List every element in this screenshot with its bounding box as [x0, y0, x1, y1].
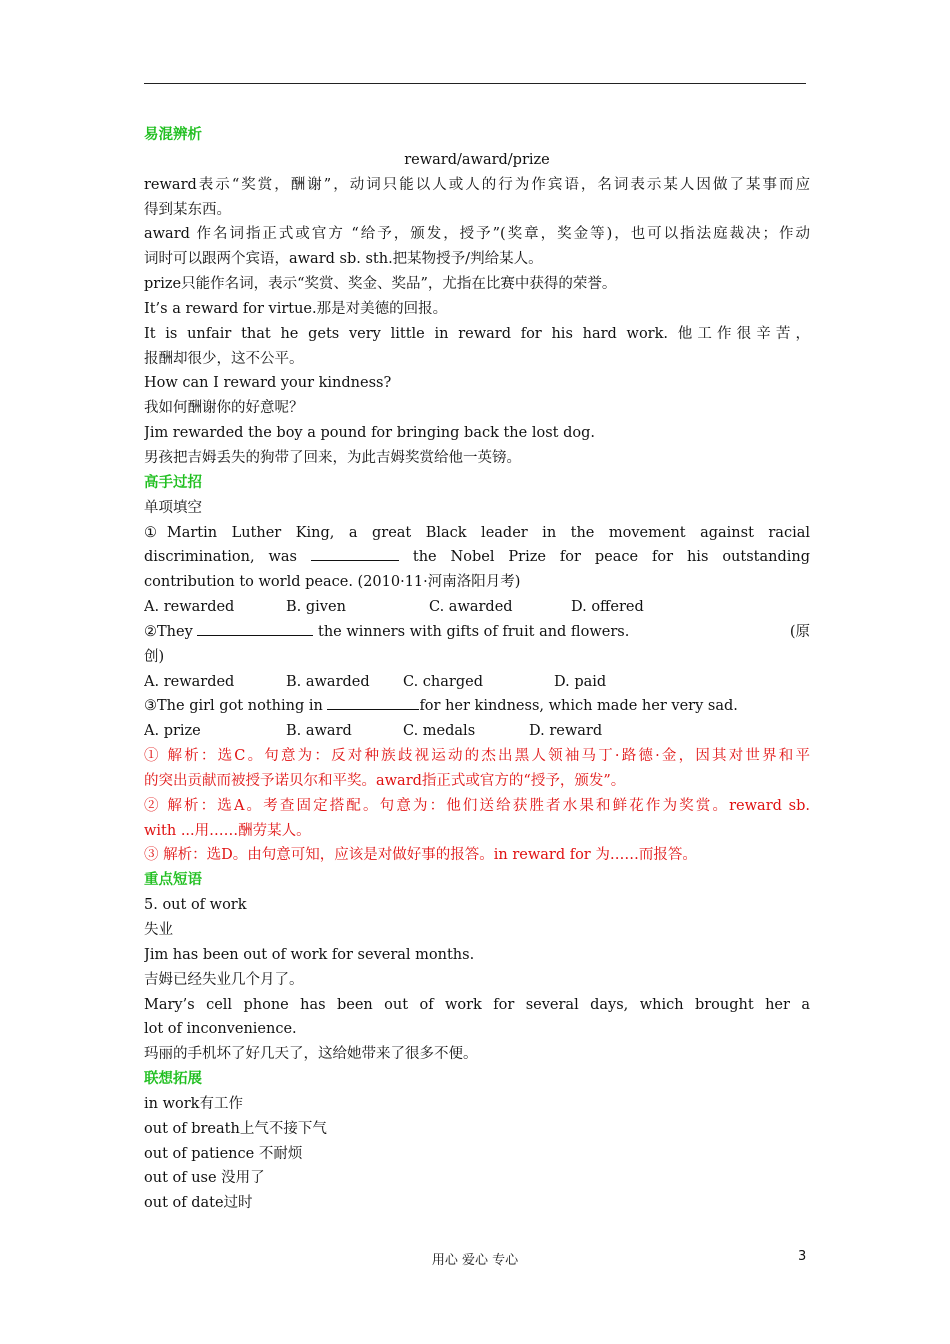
association-item: in work有工作 [144, 1095, 243, 1112]
question-3-text-a: ③The girl got nothing in [144, 698, 323, 715]
question-3-text-b: for her kindness, which made her very sad. [419, 698, 738, 715]
question-2-text-b: the winners with gifts of fruit and flowers. [318, 623, 630, 640]
example-sentence-3-cn: 我如何酬谢你的好意呢？ [144, 400, 304, 417]
example-sentence-2-line2: 报酬却很少，这不公平。 [144, 350, 304, 367]
association-item: out of breath上气不接下气 [144, 1120, 327, 1137]
example-sentence-4-cn: 男孩把吉姆丢失的狗带了回来，为此吉姆奖赏给他一英镑。 [144, 449, 521, 466]
association-item: out of date过时 [144, 1195, 253, 1212]
section-heading-master: 高手过招 [144, 474, 202, 491]
question-2-text-a: ②They [144, 623, 193, 640]
example-sentence-2-line1: It is unfair that he gets very little in reward for his hard work. 他工作很辛苦， [144, 325, 810, 342]
question-3-options [144, 719, 810, 744]
option-d: D. offered [571, 599, 644, 616]
section-heading-association: 联想拓展 [144, 1071, 202, 1088]
question-1-blank [311, 546, 399, 561]
option-b: B. given [286, 599, 346, 616]
section-heading-key-phrases: 重点短语 [144, 872, 202, 889]
question-2-line1 [144, 620, 810, 645]
option-c: C. charged [403, 673, 483, 690]
section-heading-confusion: 易混辨析 [144, 127, 202, 143]
example-sentence-1: It’s a reward for virtue.那是对美德的回报。 [144, 300, 448, 317]
question-1-line3: contribution to world peace. (2010·11·河南洛阳月考) [144, 574, 521, 591]
association-item: out of use 没用了 [144, 1170, 265, 1187]
association-item: out of patience 不耐烦 [144, 1145, 303, 1162]
answer-3: ③ 解析：选D。由句意可知，应该是对做好事的报答。in reward for 为……而报答。 [144, 847, 697, 864]
option-a: A. rewarded [144, 673, 235, 690]
document-body [144, 123, 810, 1216]
question-1-text-b: the Nobel Prize for peace for his outstanding [412, 549, 810, 566]
option-d: D. reward [529, 723, 603, 740]
option-c: C. awarded [429, 599, 513, 616]
answer-2-line1: ② 解析：选A。考查固定搭配。句意为：他们送给获胜者水果和鲜花作为奖赏。reward sb. [144, 797, 810, 814]
phrase-title: 5. out of work [144, 897, 247, 914]
question-2-line2: 创) [144, 648, 165, 665]
exercise-type-label: 单项填空 [144, 499, 202, 516]
answer-1-line1: ① 解析：选C。句意为：反对种族歧视运动的杰出黑人领袖马丁·路德·金，因其对世界和平 [144, 748, 810, 765]
example-sentence-3-en: How can I reward your kindness? [144, 375, 392, 392]
answer-1-line2: 的突出贡献而被授予诺贝尔和平奖。award指正式或官方的“授予，颁发”。 [144, 772, 626, 789]
question-1-text-a: discrimination, was [144, 549, 297, 566]
phrase-meaning: 失业 [144, 922, 173, 938]
page-footer: 用心 爱心 专心 [431, 1253, 519, 1268]
phrase-example-1-cn: 吉姆已经失业几个月了。 [144, 971, 304, 988]
header-rule [144, 83, 806, 84]
question-2-blank [197, 621, 313, 636]
phrase-example-2-line2: lot of inconvenience. [144, 1021, 297, 1038]
reward-definition-line2: 得到某东西。 [144, 201, 231, 218]
option-d: D. paid [554, 673, 607, 690]
phrase-example-2-line1: Mary’s cell phone has been out of work for several days, which brought her a [144, 996, 810, 1013]
word-group-title: reward/award/prize [404, 151, 550, 168]
question-1-line1: ①Martin Luther King, a great Black leader in the movement against racial [144, 524, 810, 541]
phrase-example-1-en: Jim has been out of work for several months. [144, 946, 475, 963]
award-definition-line2: 词时可以跟两个宾语，award sb. sth.把某物授予/判给某人。 [144, 251, 543, 268]
answer-2-line2: with ...用……酬劳某人。 [144, 822, 311, 839]
prize-definition: prize只能作名词，表示“奖赏、奖金、奖品”，尤指在比赛中获得的荣誉。 [144, 276, 617, 293]
option-a: A. rewarded [144, 599, 235, 616]
question-1-options [144, 595, 810, 620]
page-number: 3 [798, 1249, 807, 1264]
question-1-line2 [144, 545, 810, 570]
example-sentence-4-en: Jim rewarded the boy a pound for bringing back the lost dog. [144, 425, 595, 442]
question-2-text-c: (原 [789, 623, 810, 640]
question-3-blank [327, 695, 419, 710]
reward-definition-line1: reward表示“奖赏，酬谢”，动词只能以人或人的行为作宾语，名词表示某人因做了某事而应 [144, 176, 810, 193]
award-definition-line1: award 作名词指正式或官方 “给予，颁发，授予”(奖章，奖金等)，也可以指法庭裁决；作动 [144, 226, 810, 243]
option-a: A. prize [144, 723, 201, 740]
option-b: B. awarded [286, 673, 370, 690]
option-b: B. award [286, 723, 352, 740]
phrase-example-2-cn: 玛丽的手机坏了好几天了，这给她带来了很多不便。 [144, 1046, 478, 1063]
question-2-options [144, 670, 810, 695]
option-c: C. medals [403, 723, 476, 740]
question-3-line1 [144, 694, 810, 719]
